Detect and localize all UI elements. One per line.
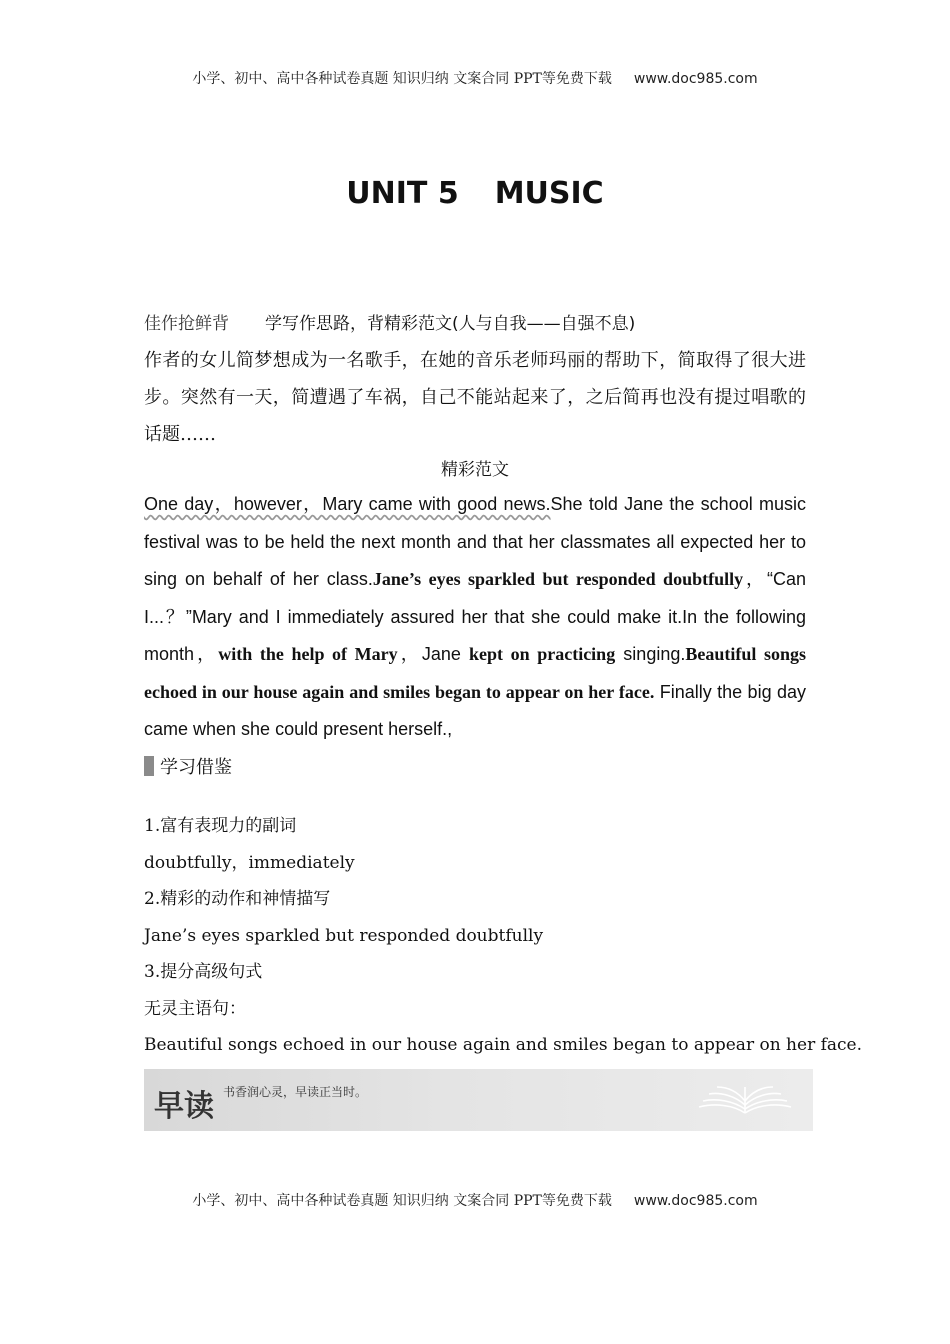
essay-text: singing. bbox=[615, 644, 686, 664]
page-header bbox=[0, 68, 950, 88]
list-item: 无灵主语句： bbox=[144, 998, 246, 1019]
list-item: 3.提分高级句式 bbox=[144, 962, 263, 982]
learn-list bbox=[144, 808, 863, 1064]
title-unit: UNIT 5 bbox=[346, 176, 459, 211]
list-item: doubtfully，immediately bbox=[144, 852, 355, 873]
section-label: 佳作抢鲜背 bbox=[144, 314, 229, 334]
heading-bar-icon bbox=[144, 756, 154, 776]
essay-text: ，“Can I...？”Mary and I immediately assured her that she could make it.In the following month， bbox=[144, 569, 806, 664]
essay-bold-text: Jane’s eyes sparkled but responded doubtfully bbox=[372, 569, 744, 589]
essay-bold-text: with the help of Mary bbox=[218, 644, 398, 664]
banner-slogan: 书香润心灵，早读正当时。 bbox=[223, 1085, 368, 1099]
title-topic: MUSIC bbox=[494, 176, 604, 211]
header-text: 小学、初中、高中各种试卷真题 知识归纳 文案合同 PPT等免费下载 bbox=[192, 71, 612, 87]
list-item: Beautiful songs echoed in our house again and smiles began to appear on her face. bbox=[144, 1035, 863, 1055]
learn-heading-label: 学习借鉴 bbox=[160, 757, 232, 778]
intro-paragraph: 作者的女儿简梦想成为一名歌手，在她的音乐老师玛丽的帮助下，简取得了很大进步。突然有一天，简遭遇了车祸，自己不能站起来了，之后简再也没有提过唱歌的话题…… bbox=[144, 350, 806, 445]
essay-heading: 精彩范文 bbox=[441, 460, 509, 480]
morning-reading-banner bbox=[144, 1069, 813, 1131]
essay-bold-text: Beautiful songs echoed in our house again and smiles began to appear on her face. bbox=[144, 644, 806, 702]
page-footer bbox=[0, 1190, 950, 1210]
section-line bbox=[144, 309, 806, 334]
page-title bbox=[0, 176, 950, 211]
essay-bold-text: kept on practicing bbox=[468, 644, 616, 664]
essay-text: ，Jane bbox=[397, 644, 469, 664]
learn-heading bbox=[144, 753, 806, 779]
footer-text: 小学、初中、高中各种试卷真题 知识归纳 文案合同 PPT等免费下载 bbox=[192, 1193, 612, 1209]
essay-paragraph bbox=[144, 486, 806, 749]
list-item: 2.精彩的动作和神情描写 bbox=[144, 889, 331, 909]
footer-site-link[interactable]: www.doc985.com bbox=[633, 1193, 758, 1209]
essay-text: She told Jane the school music festival was to be held the next month and that her classmates all expected her to sing on behalf of her class. bbox=[144, 494, 806, 589]
list-item: Jane’s eyes sparkled but responded doubtfully bbox=[144, 925, 544, 946]
header-site-link[interactable]: www.doc985.com bbox=[633, 71, 758, 87]
section-subtitle: 学写作思路，背精彩范文(人与自我——自强不息) bbox=[265, 314, 636, 334]
essay-text: Finally the big day came when she could present herself., bbox=[144, 681, 806, 739]
essay-wavy-text: One day，however，Mary came with good news. bbox=[144, 494, 551, 514]
open-book-icon bbox=[695, 1083, 795, 1123]
banner-title: 早读 bbox=[154, 1089, 214, 1124]
list-item: 1.富有表现力的副词 bbox=[144, 816, 297, 836]
